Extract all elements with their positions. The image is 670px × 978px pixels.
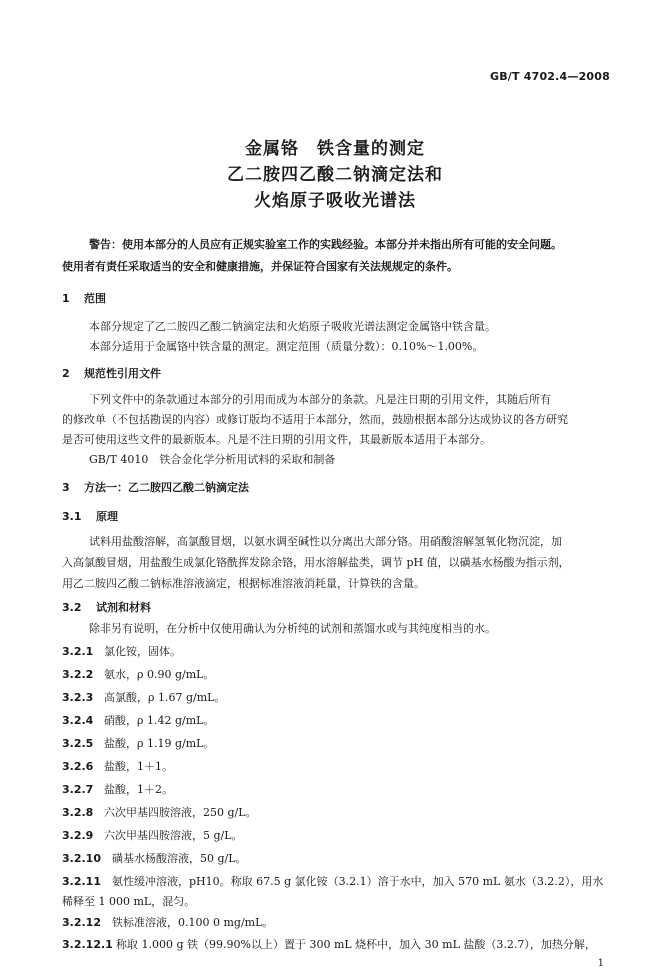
item-text: 硝酸，ρ 1.42 g/mL。 bbox=[104, 714, 215, 727]
item-number: 3.2.7 bbox=[62, 783, 94, 796]
section-number: 3 bbox=[62, 481, 70, 494]
section-number: 2 bbox=[62, 367, 70, 380]
item-text: 盐酸，1＋2。 bbox=[104, 783, 173, 796]
item-text: 磺基水杨酸溶液，50 g/L。 bbox=[112, 852, 247, 865]
reagents-intro: 除非另有说明，在分析中仅使用确认为分析纯的试剂和蒸馏水或与其纯度相当的水。 bbox=[89, 622, 496, 635]
item-text: 铁标准溶液，0.100 0 mg/mL。 bbox=[112, 916, 274, 929]
reagent-item bbox=[62, 783, 622, 797]
subsection-number: 3.1 bbox=[62, 510, 82, 523]
reagent-item bbox=[62, 668, 622, 682]
reagent-item bbox=[62, 829, 622, 843]
item-number: 3.2.12 bbox=[62, 916, 101, 929]
principle-line-3: 用乙二胺四乙酸二钠标准溶液滴定，根据标准溶液消耗量，计算铁的含量。 bbox=[62, 577, 425, 590]
item-text: 氯化铵，固体。 bbox=[104, 645, 181, 658]
item-text: 氨性缓冲溶液，pH10。称取 67.5 g 氯化铵（3.2.1）溶于水中，加入 570 mL 氨水（3.2.2），用水 bbox=[112, 875, 604, 888]
principle-line-1: 试料用盐酸溶解，高氯酸冒烟，以氨水调至碱性以分离出大部分铬。用硝酸溶解氢氧化物沉淀，加 bbox=[89, 535, 562, 548]
item-number: 3.2.4 bbox=[62, 714, 94, 727]
reagent-item bbox=[62, 916, 622, 930]
scope-paragraph-2: 本部分适用于金属铬中铁含量的测定。测定范围（质量分数）：0.10%～1.00%。 bbox=[89, 340, 484, 353]
title-line-3: 火焰原子吸收光谱法 bbox=[254, 191, 416, 211]
page-number: 1 bbox=[597, 958, 604, 969]
reagent-item bbox=[62, 852, 622, 866]
subsection-3-1-heading bbox=[62, 510, 622, 524]
item-text: 盐酸，ρ 1.19 g/mL。 bbox=[104, 737, 215, 750]
references-line-1: 下列文件中的条款通过本部分的引用而成为本部分的条款。凡是注日期的引用文件，其随后所有 bbox=[89, 393, 551, 406]
item-text: 盐酸，1＋1。 bbox=[104, 760, 173, 773]
warning-line-1: 警告：使用本部分的人员应有正规实验室工作的实践经验。本部分并未指出所有可能的安全问题。 bbox=[89, 238, 562, 251]
section-title: 规范性引用文件 bbox=[84, 367, 161, 380]
item-text: 氨水，ρ 0.90 g/mL。 bbox=[104, 668, 215, 681]
item-number: 3.2.9 bbox=[62, 829, 94, 842]
subsection-number: 3.2 bbox=[62, 601, 82, 614]
references-line-3: 是否可使用这些文件的最新版本。凡是不注日期的引用文件，其最新版本适用于本部分。 bbox=[62, 433, 491, 446]
item-number: 3.2.11 bbox=[62, 875, 101, 888]
reagent-item bbox=[62, 760, 622, 774]
reagent-item bbox=[62, 691, 622, 705]
reagent-item bbox=[62, 714, 622, 728]
subsection-title: 试剂和材料 bbox=[96, 601, 151, 614]
reagent-item-continuation: 稀释至 1 000 mL，混匀。 bbox=[62, 895, 196, 908]
item-number: 3.2.10 bbox=[62, 852, 101, 865]
item-number: 3.2.3 bbox=[62, 691, 94, 704]
section-title: 范围 bbox=[84, 292, 106, 305]
title-line-2: 乙二胺四乙酸二钠滴定法和 bbox=[227, 165, 443, 185]
item-number: 3.2.5 bbox=[62, 737, 94, 750]
item-number: 3.2.2 bbox=[62, 668, 94, 681]
standard-code: GB/T 4702.4—2008 bbox=[489, 70, 610, 83]
reagent-item bbox=[62, 938, 622, 952]
reagent-item bbox=[62, 875, 622, 889]
section-2-heading bbox=[62, 367, 622, 381]
item-number: 3.2.12.1 bbox=[62, 938, 113, 951]
item-text: 称取 1.000 g 铁（99.90%以上）置于 300 mL 烧杯中，加入 30 mL 盐酸（3.2.7），加热分解， bbox=[116, 938, 596, 951]
item-number: 3.2.8 bbox=[62, 806, 94, 819]
section-number: 1 bbox=[62, 292, 70, 305]
scope-paragraph-1: 本部分规定了乙二胺四乙酸二钠滴定法和火焰原子吸收光谱法测定金属铬中铁含量。 bbox=[89, 320, 496, 333]
item-text: 六次甲基四胺溶液，250 g/L。 bbox=[104, 806, 257, 819]
references-line-2: 的修改单（不包括勘误的内容）或修订版均不适用于本部分，然而，鼓励根据本部分达成协议的各方研究 bbox=[62, 413, 568, 426]
section-3-heading bbox=[62, 481, 622, 495]
reagent-item bbox=[62, 806, 622, 820]
item-text: 六次甲基四胺溶液，5 g/L。 bbox=[104, 829, 243, 842]
item-number: 3.2.1 bbox=[62, 645, 94, 658]
reference-item: GB/T 4010 铁合金化学分析用试料的采取和制备 bbox=[89, 453, 336, 466]
reagent-item bbox=[62, 645, 622, 659]
warning-line-2: 使用者有责任采取适当的安全和健康措施，并保证符合国家有关法规规定的条件。 bbox=[62, 260, 458, 273]
title-line-1: 金属铬 铁含量的测定 bbox=[245, 139, 425, 159]
reagent-item bbox=[62, 737, 622, 751]
section-title: 方法一：乙二胺四乙酸二钠滴定法 bbox=[84, 481, 249, 494]
item-text: 高氯酸，ρ 1.67 g/mL。 bbox=[104, 691, 226, 704]
subsection-title: 原理 bbox=[96, 510, 118, 523]
principle-line-2: 入高氯酸冒烟，用盐酸生成氯化铬酰挥发除余铬，用水溶解盐类，调节 pH 值，以磺基水杨酸为指示剂， bbox=[62, 556, 570, 569]
item-number: 3.2.6 bbox=[62, 760, 94, 773]
section-1-heading bbox=[62, 292, 622, 306]
subsection-3-2-heading bbox=[62, 601, 622, 615]
